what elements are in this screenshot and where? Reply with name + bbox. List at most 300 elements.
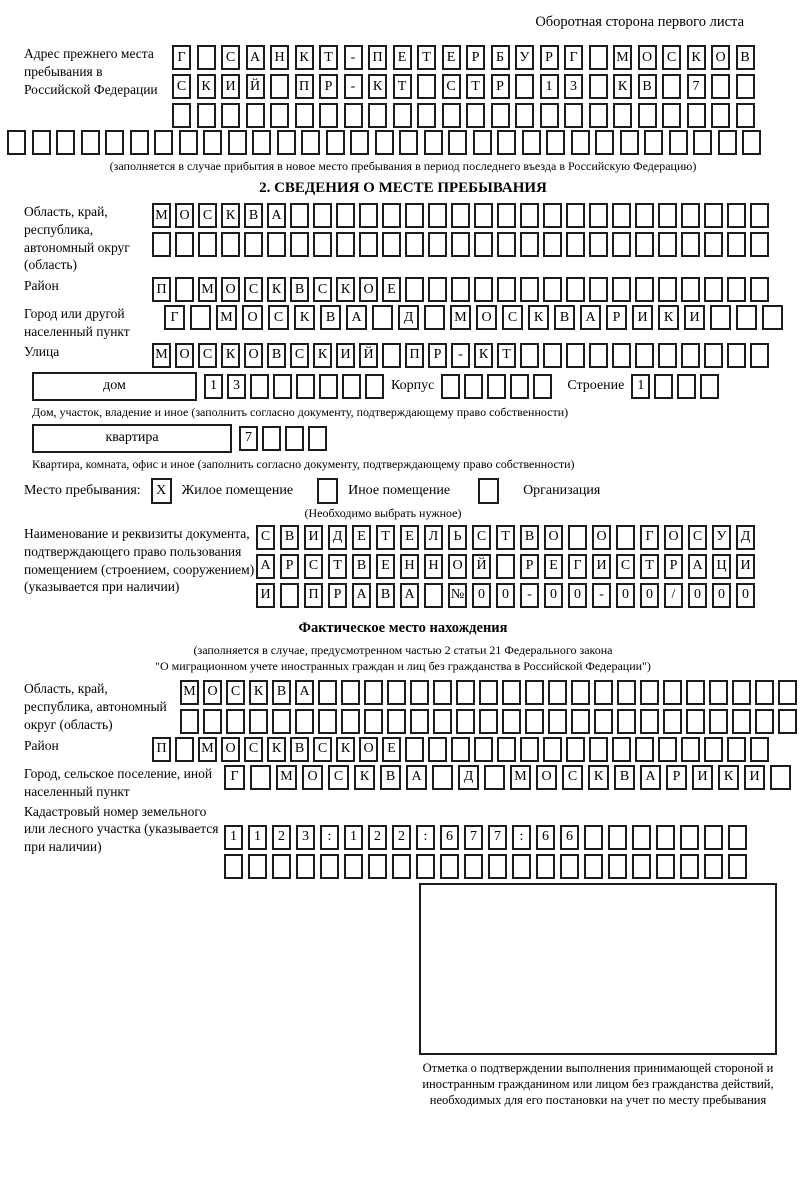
char-box[interactable]: 1 — [344, 825, 363, 850]
char-box[interactable] — [479, 680, 498, 705]
char-box[interactable] — [249, 709, 268, 734]
char-box[interactable] — [520, 343, 539, 368]
char-box[interactable] — [405, 737, 424, 762]
char-box[interactable] — [543, 203, 562, 228]
char-box[interactable] — [612, 277, 631, 302]
char-box[interactable]: В — [376, 583, 395, 608]
char-box[interactable]: 3 — [564, 74, 583, 99]
apartment-type-box[interactable]: квартира — [32, 424, 232, 453]
char-box[interactable] — [451, 277, 470, 302]
char-box[interactable] — [704, 343, 723, 368]
char-box[interactable]: 7 — [488, 825, 507, 850]
char-box[interactable] — [350, 130, 369, 155]
char-box[interactable]: Й — [472, 554, 491, 579]
char-box[interactable] — [540, 103, 559, 128]
char-box[interactable]: Т — [393, 74, 412, 99]
char-box[interactable]: Н — [270, 45, 289, 70]
char-box[interactable]: 0 — [544, 583, 563, 608]
char-box[interactable] — [270, 74, 289, 99]
char-box[interactable]: 7 — [687, 74, 706, 99]
char-box[interactable]: С — [688, 525, 707, 550]
char-box[interactable] — [566, 737, 585, 762]
char-box[interactable] — [267, 232, 286, 257]
char-box[interactable] — [474, 232, 493, 257]
char-box[interactable] — [285, 426, 304, 451]
char-box[interactable]: О — [592, 525, 611, 550]
char-box[interactable]: А — [400, 583, 419, 608]
char-box[interactable] — [635, 343, 654, 368]
char-box[interactable] — [190, 305, 211, 330]
char-box[interactable]: П — [405, 343, 424, 368]
char-box[interactable] — [566, 232, 585, 257]
char-box[interactable]: А — [352, 583, 371, 608]
char-box[interactable]: К — [295, 45, 314, 70]
char-box[interactable] — [484, 765, 505, 790]
char-box[interactable]: К — [718, 765, 739, 790]
char-box[interactable] — [710, 305, 731, 330]
char-box[interactable]: М — [198, 277, 217, 302]
char-box[interactable]: М — [152, 343, 171, 368]
char-box[interactable] — [620, 130, 639, 155]
char-box[interactable] — [711, 74, 730, 99]
char-box[interactable] — [428, 277, 447, 302]
char-box[interactable] — [487, 374, 506, 399]
house-type-box[interactable]: дом — [32, 372, 197, 401]
char-box[interactable] — [410, 709, 429, 734]
char-box[interactable] — [341, 709, 360, 734]
char-box[interactable] — [496, 554, 515, 579]
char-box[interactable] — [512, 854, 531, 879]
char-box[interactable] — [7, 130, 26, 155]
char-box[interactable] — [612, 343, 631, 368]
char-box[interactable]: Р — [606, 305, 627, 330]
char-box[interactable] — [662, 103, 681, 128]
char-box[interactable] — [451, 232, 470, 257]
char-box[interactable]: Р — [666, 765, 687, 790]
char-box[interactable] — [658, 203, 677, 228]
char-box[interactable]: К — [267, 277, 286, 302]
char-box[interactable] — [105, 130, 124, 155]
char-box[interactable] — [228, 130, 247, 155]
char-box[interactable]: В — [380, 765, 401, 790]
char-box[interactable] — [344, 854, 363, 879]
char-box[interactable]: Т — [640, 554, 659, 579]
char-box[interactable]: О — [476, 305, 497, 330]
char-box[interactable] — [584, 854, 603, 879]
char-box[interactable]: Г — [164, 305, 185, 330]
char-box[interactable] — [568, 525, 587, 550]
char-box[interactable]: Й — [246, 74, 265, 99]
char-box[interactable] — [736, 74, 755, 99]
char-box[interactable] — [589, 103, 608, 128]
char-box[interactable]: Р — [520, 554, 539, 579]
char-box[interactable]: 1 — [540, 74, 559, 99]
char-box[interactable] — [656, 854, 675, 879]
char-box[interactable]: Г — [224, 765, 245, 790]
char-box[interactable] — [732, 680, 751, 705]
char-box[interactable]: В — [520, 525, 539, 550]
char-box[interactable] — [520, 203, 539, 228]
char-box[interactable] — [473, 130, 492, 155]
char-box[interactable]: № — [448, 583, 467, 608]
char-box[interactable] — [543, 343, 562, 368]
char-box[interactable] — [464, 854, 483, 879]
char-box[interactable] — [612, 737, 631, 762]
char-box[interactable] — [474, 203, 493, 228]
char-box[interactable] — [662, 74, 681, 99]
char-box[interactable] — [635, 737, 654, 762]
char-box[interactable] — [608, 825, 627, 850]
char-box[interactable] — [589, 277, 608, 302]
char-box[interactable] — [669, 130, 688, 155]
char-box[interactable]: С — [562, 765, 583, 790]
char-box[interactable] — [32, 130, 51, 155]
char-box[interactable] — [564, 103, 583, 128]
char-box[interactable]: О — [203, 680, 222, 705]
char-box[interactable]: К — [336, 737, 355, 762]
char-box[interactable]: С — [502, 305, 523, 330]
char-box[interactable]: Д — [458, 765, 479, 790]
char-box[interactable] — [594, 709, 613, 734]
char-box[interactable]: С — [172, 74, 191, 99]
char-box[interactable] — [727, 343, 746, 368]
char-box[interactable] — [502, 709, 521, 734]
char-box[interactable]: С — [290, 343, 309, 368]
char-box[interactable] — [221, 103, 240, 128]
char-box[interactable]: 7 — [464, 825, 483, 850]
char-box[interactable] — [497, 130, 516, 155]
char-box[interactable] — [732, 709, 751, 734]
char-box[interactable] — [424, 305, 445, 330]
char-box[interactable] — [319, 374, 338, 399]
char-box[interactable]: 1 — [204, 374, 223, 399]
char-box[interactable] — [382, 232, 401, 257]
char-box[interactable]: М — [216, 305, 237, 330]
char-box[interactable]: А — [267, 203, 286, 228]
char-box[interactable]: К — [197, 74, 216, 99]
char-box[interactable]: С — [226, 680, 245, 705]
char-box[interactable] — [543, 232, 562, 257]
char-box[interactable]: П — [152, 737, 171, 762]
char-box[interactable] — [520, 232, 539, 257]
char-box[interactable]: К — [528, 305, 549, 330]
char-box[interactable]: В — [267, 343, 286, 368]
char-box[interactable]: Р — [466, 45, 485, 70]
char-box[interactable] — [56, 130, 75, 155]
char-box[interactable]: Б — [491, 45, 510, 70]
char-box[interactable]: Е — [442, 45, 461, 70]
char-box[interactable]: В — [244, 203, 263, 228]
char-box[interactable]: Е — [393, 45, 412, 70]
char-box[interactable]: О — [244, 343, 263, 368]
char-box[interactable] — [405, 277, 424, 302]
char-box[interactable] — [658, 277, 677, 302]
char-box[interactable]: И — [684, 305, 705, 330]
char-box[interactable] — [525, 680, 544, 705]
char-box[interactable]: А — [640, 765, 661, 790]
char-box[interactable]: Т — [417, 45, 436, 70]
char-box[interactable]: К — [267, 737, 286, 762]
char-box[interactable] — [709, 680, 728, 705]
checkbox-organization[interactable] — [478, 478, 499, 504]
char-box[interactable] — [680, 854, 699, 879]
char-box[interactable]: 3 — [227, 374, 246, 399]
char-box[interactable]: С — [244, 277, 263, 302]
char-box[interactable] — [372, 305, 393, 330]
char-box[interactable]: И — [221, 74, 240, 99]
char-box[interactable]: Д — [398, 305, 419, 330]
char-box[interactable]: 1 — [224, 825, 243, 850]
char-box[interactable] — [728, 825, 747, 850]
char-box[interactable]: К — [658, 305, 679, 330]
char-box[interactable] — [296, 854, 315, 879]
char-box[interactable]: М — [180, 680, 199, 705]
char-box[interactable]: Г — [564, 45, 583, 70]
char-box[interactable] — [424, 583, 443, 608]
char-box[interactable] — [203, 130, 222, 155]
char-box[interactable] — [750, 203, 769, 228]
char-box[interactable] — [709, 709, 728, 734]
char-box[interactable] — [341, 680, 360, 705]
char-box[interactable]: И — [336, 343, 355, 368]
char-box[interactable] — [755, 709, 774, 734]
char-box[interactable]: - — [592, 583, 611, 608]
char-box[interactable] — [428, 232, 447, 257]
char-box[interactable] — [179, 130, 198, 155]
char-box[interactable]: - — [344, 45, 363, 70]
char-box[interactable]: О — [711, 45, 730, 70]
char-box[interactable]: Н — [400, 554, 419, 579]
char-box[interactable]: С — [304, 554, 323, 579]
char-box[interactable] — [515, 74, 534, 99]
char-box[interactable]: В — [272, 680, 291, 705]
char-box[interactable] — [416, 854, 435, 879]
char-box[interactable] — [677, 374, 696, 399]
char-box[interactable] — [704, 854, 723, 879]
char-box[interactable] — [566, 343, 585, 368]
char-box[interactable]: О — [175, 203, 194, 228]
char-box[interactable] — [589, 203, 608, 228]
char-box[interactable] — [399, 130, 418, 155]
char-box[interactable] — [428, 203, 447, 228]
char-box[interactable] — [474, 737, 493, 762]
char-box[interactable]: П — [295, 74, 314, 99]
char-box[interactable] — [681, 737, 700, 762]
char-box[interactable] — [718, 130, 737, 155]
char-box[interactable]: С — [198, 203, 217, 228]
char-box[interactable]: 1 — [248, 825, 267, 850]
char-box[interactable] — [433, 709, 452, 734]
char-box[interactable] — [635, 277, 654, 302]
char-box[interactable] — [589, 737, 608, 762]
char-box[interactable] — [432, 765, 453, 790]
char-box[interactable] — [405, 203, 424, 228]
char-box[interactable] — [246, 103, 265, 128]
char-box[interactable]: 0 — [688, 583, 707, 608]
char-box[interactable]: К — [613, 74, 632, 99]
char-box[interactable]: О — [638, 45, 657, 70]
char-box[interactable]: Р — [328, 583, 347, 608]
char-box[interactable]: С — [244, 737, 263, 762]
char-box[interactable]: И — [256, 583, 275, 608]
char-box[interactable]: 0 — [640, 583, 659, 608]
char-box[interactable] — [533, 374, 552, 399]
char-box[interactable]: К — [313, 343, 332, 368]
char-box[interactable]: О — [175, 343, 194, 368]
char-box[interactable] — [736, 103, 755, 128]
char-box[interactable]: Г — [640, 525, 659, 550]
char-box[interactable] — [290, 203, 309, 228]
char-box[interactable]: 0 — [496, 583, 515, 608]
char-box[interactable] — [392, 854, 411, 879]
char-box[interactable]: Е — [382, 737, 401, 762]
char-box[interactable] — [221, 232, 240, 257]
char-box[interactable] — [525, 709, 544, 734]
char-box[interactable]: И — [632, 305, 653, 330]
char-box[interactable] — [273, 374, 292, 399]
char-box[interactable]: В — [638, 74, 657, 99]
char-box[interactable] — [290, 232, 309, 257]
char-box[interactable] — [344, 103, 363, 128]
char-box[interactable] — [319, 103, 338, 128]
char-box[interactable]: Ц — [712, 554, 731, 579]
char-box[interactable] — [336, 203, 355, 228]
char-box[interactable] — [466, 103, 485, 128]
char-box[interactable]: О — [448, 554, 467, 579]
char-box[interactable]: М — [510, 765, 531, 790]
char-box[interactable]: О — [302, 765, 323, 790]
char-box[interactable] — [663, 709, 682, 734]
char-box[interactable] — [197, 45, 216, 70]
char-box[interactable]: Р — [280, 554, 299, 579]
char-box[interactable] — [479, 709, 498, 734]
char-box[interactable] — [497, 203, 516, 228]
char-box[interactable]: В — [290, 737, 309, 762]
char-box[interactable]: - — [451, 343, 470, 368]
char-box[interactable] — [417, 74, 436, 99]
char-box[interactable] — [197, 103, 216, 128]
char-box[interactable]: Р — [540, 45, 559, 70]
char-box[interactable] — [704, 232, 723, 257]
char-box[interactable] — [368, 103, 387, 128]
char-box[interactable]: А — [246, 45, 265, 70]
char-box[interactable] — [727, 737, 746, 762]
char-box[interactable] — [520, 277, 539, 302]
char-box[interactable]: - — [520, 583, 539, 608]
char-box[interactable] — [654, 374, 673, 399]
char-box[interactable] — [750, 737, 769, 762]
char-box[interactable]: К — [294, 305, 315, 330]
char-box[interactable]: Е — [376, 554, 395, 579]
char-box[interactable] — [433, 680, 452, 705]
char-box[interactable] — [560, 854, 579, 879]
char-box[interactable] — [474, 277, 493, 302]
char-box[interactable]: 6 — [536, 825, 555, 850]
char-box[interactable] — [750, 232, 769, 257]
char-box[interactable]: 7 — [239, 426, 258, 451]
char-box[interactable] — [711, 103, 730, 128]
char-box[interactable]: 1 — [631, 374, 650, 399]
char-box[interactable] — [152, 232, 171, 257]
char-box[interactable]: П — [368, 45, 387, 70]
char-box[interactable]: В — [736, 45, 755, 70]
char-box[interactable] — [548, 680, 567, 705]
char-box[interactable] — [571, 130, 590, 155]
char-box[interactable] — [546, 130, 565, 155]
char-box[interactable]: К — [336, 277, 355, 302]
char-box[interactable]: Е — [382, 277, 401, 302]
char-box[interactable]: В — [352, 554, 371, 579]
char-box[interactable] — [244, 232, 263, 257]
char-box[interactable]: О — [359, 277, 378, 302]
char-box[interactable] — [566, 277, 585, 302]
char-box[interactable] — [417, 103, 436, 128]
char-box[interactable] — [686, 680, 705, 705]
char-box[interactable] — [584, 825, 603, 850]
char-box[interactable]: В — [614, 765, 635, 790]
char-box[interactable]: М — [198, 737, 217, 762]
char-box[interactable]: К — [474, 343, 493, 368]
char-box[interactable] — [681, 232, 700, 257]
char-box[interactable] — [755, 680, 774, 705]
char-box[interactable] — [589, 74, 608, 99]
checkbox-residential[interactable]: X — [151, 478, 172, 504]
char-box[interactable]: С — [221, 45, 240, 70]
char-box[interactable]: 3 — [296, 825, 315, 850]
char-box[interactable] — [680, 825, 699, 850]
char-box[interactable] — [359, 203, 378, 228]
char-box[interactable] — [613, 103, 632, 128]
char-box[interactable] — [203, 709, 222, 734]
char-box[interactable]: Д — [328, 525, 347, 550]
char-box[interactable] — [364, 680, 383, 705]
char-box[interactable]: Н — [424, 554, 443, 579]
char-box[interactable] — [428, 737, 447, 762]
char-box[interactable]: К — [221, 343, 240, 368]
char-box[interactable] — [727, 277, 746, 302]
char-box[interactable] — [226, 709, 245, 734]
char-box[interactable] — [750, 343, 769, 368]
char-box[interactable]: И — [692, 765, 713, 790]
char-box[interactable]: : — [512, 825, 531, 850]
char-box[interactable] — [656, 825, 675, 850]
char-box[interactable]: 6 — [560, 825, 579, 850]
char-box[interactable]: Р — [319, 74, 338, 99]
char-box[interactable]: П — [152, 277, 171, 302]
char-box[interactable] — [543, 737, 562, 762]
char-box[interactable]: К — [221, 203, 240, 228]
char-box[interactable] — [154, 130, 173, 155]
char-box[interactable] — [728, 854, 747, 879]
char-box[interactable] — [497, 737, 516, 762]
char-box[interactable]: Т — [319, 45, 338, 70]
char-box[interactable] — [571, 680, 590, 705]
char-box[interactable]: И — [744, 765, 765, 790]
char-box[interactable] — [617, 680, 636, 705]
char-box[interactable] — [81, 130, 100, 155]
char-box[interactable]: : — [320, 825, 339, 850]
char-box[interactable] — [252, 130, 271, 155]
char-box[interactable] — [320, 854, 339, 879]
char-box[interactable] — [180, 709, 199, 734]
char-box[interactable] — [393, 103, 412, 128]
char-box[interactable]: О — [664, 525, 683, 550]
char-box[interactable] — [295, 709, 314, 734]
char-box[interactable] — [589, 45, 608, 70]
char-box[interactable] — [589, 232, 608, 257]
char-box[interactable]: И — [592, 554, 611, 579]
char-box[interactable] — [704, 737, 723, 762]
